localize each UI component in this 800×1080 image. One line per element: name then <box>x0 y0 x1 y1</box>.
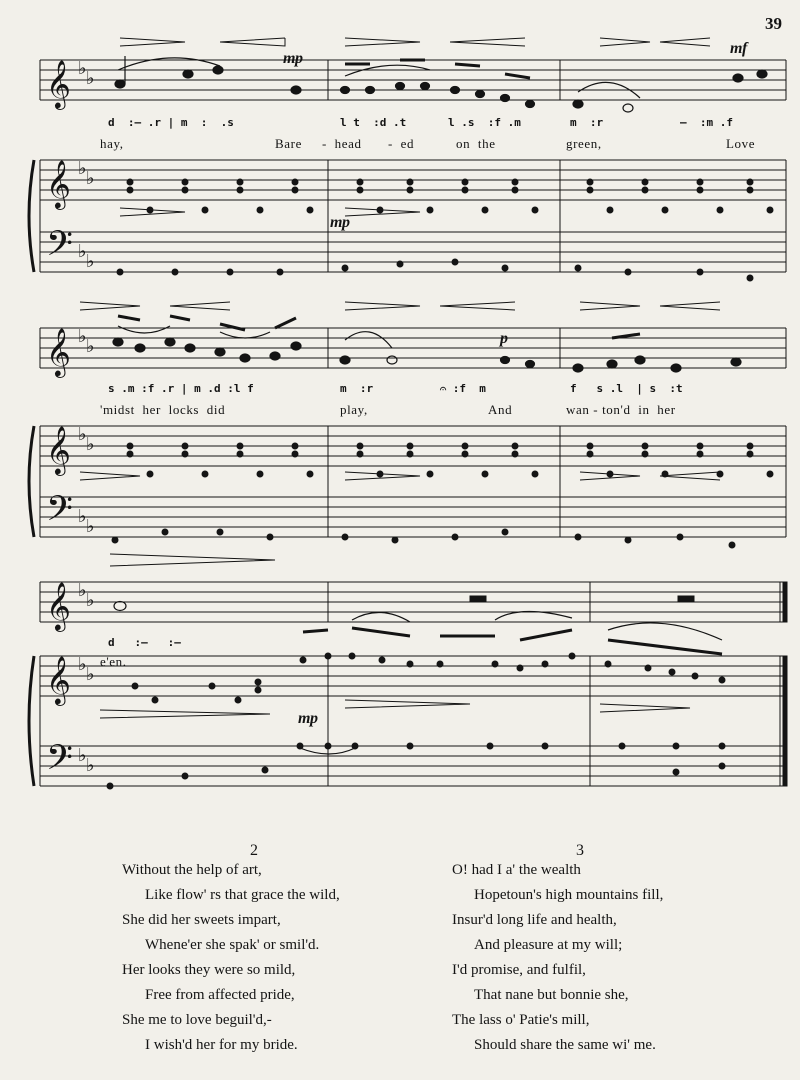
svg-text:𝄞: 𝄞 <box>46 655 71 704</box>
lyric-s1-4: - ed <box>388 136 415 151</box>
lyric-s1-1: hay, <box>100 136 124 151</box>
svg-text:♭: ♭ <box>86 434 95 455</box>
lyric-s2-3: And <box>488 402 513 417</box>
svg-text:♭: ♭ <box>86 755 95 776</box>
verse-number-2: 2 <box>250 842 258 859</box>
svg-text:𝄢: 𝄢 <box>46 737 74 786</box>
svg-text:𝄞: 𝄞 <box>46 327 71 376</box>
dynamic-mp-2: mp <box>330 214 350 231</box>
svg-text:♭: ♭ <box>78 654 87 675</box>
svg-text:𝄞: 𝄞 <box>46 159 71 208</box>
solfa-s1-b: l t :d .t <box>340 116 407 129</box>
solfa-s1-d: m :r <box>570 116 604 129</box>
svg-text:𝄞: 𝄞 <box>46 581 71 630</box>
svg-text:♭: ♭ <box>86 168 95 189</box>
svg-text:♭: ♭ <box>86 516 95 537</box>
svg-text:♭: ♭ <box>78 580 87 601</box>
svg-text:♭: ♭ <box>78 158 87 179</box>
solfa-s1-e: — :m .f <box>680 116 733 129</box>
solfa-s2-b: m :r <box>340 382 374 395</box>
svg-text:♭: ♭ <box>78 745 87 766</box>
lyric-s2-1: 'midst her locks did <box>100 402 226 417</box>
svg-text:♭: ♭ <box>78 58 87 79</box>
solfa-s2-d: f s .l | s :t <box>570 382 683 395</box>
verse-3-line-5: I'd promise, and fulfil, <box>452 962 586 978</box>
verse-3-line-8: Should share the same wi' me. <box>474 1037 656 1053</box>
system-2-staves <box>40 302 786 537</box>
verse-2-line-7: She me to love beguil'd,- <box>122 1012 272 1028</box>
verse-3-line-3: Insur'd long life and health, <box>452 912 617 928</box>
lyric-s2-4: wan - ton'd in her <box>566 402 676 417</box>
lyric-s2-2: play, <box>340 402 368 417</box>
verse-2-line-8: I wish'd her for my bride. <box>145 1037 298 1053</box>
lyric-s1-6: green, <box>566 136 602 151</box>
svg-text:𝄢: 𝄢 <box>46 223 74 272</box>
svg-text:♭: ♭ <box>86 336 95 357</box>
verse-3-line-6: That nane but bonnie she, <box>474 987 629 1003</box>
verse-3-line-1: O! had I a' the wealth <box>452 862 581 878</box>
page-number: 39 <box>765 14 782 33</box>
solfa-s1-a: d :— .r | m : .s <box>108 116 234 129</box>
verse-2-line-5: Her looks they were so mild, <box>122 962 296 978</box>
verse-3-line-7: The lass o' Patie's mill, <box>452 1012 590 1028</box>
lyric-s1-7: Love <box>726 136 756 151</box>
solfa-s2-c: 𝄐 :f m <box>440 382 486 395</box>
verse-2-line-6: Free from affected pride, <box>145 987 295 1003</box>
svg-text:𝄢: 𝄢 <box>46 488 74 537</box>
verse-2-line-4: Whene'er she spak' or smil'd. <box>145 937 320 953</box>
verse-2-line-2: Like flow' rs that grace the wild, <box>145 887 340 903</box>
verse-number-3: 3 <box>576 842 584 859</box>
svg-text:♭: ♭ <box>86 664 95 685</box>
verse-2-line-1: Without the help of art, <box>122 862 262 878</box>
solfa-s3-a: d :— :— <box>108 636 181 649</box>
svg-text:♭: ♭ <box>86 590 95 611</box>
dynamic-p-1: p <box>500 330 508 347</box>
lyric-s1-3: - head <box>322 136 362 151</box>
svg-text:♭: ♭ <box>86 68 95 89</box>
verse-2-line-3: She did her sweets impart, <box>122 912 281 928</box>
solfa-s1-c: l .s :f .m <box>448 116 521 129</box>
lyric-s1-2: Bare <box>275 136 302 151</box>
svg-text:♭: ♭ <box>78 424 87 445</box>
lyric-s3-1: e'en. <box>100 654 127 669</box>
svg-text:𝄞: 𝄞 <box>46 59 71 108</box>
system-1-staves <box>40 38 786 272</box>
verse-3-line-2: Hopetoun's high mountains fill, <box>474 887 664 903</box>
svg-text:♭: ♭ <box>78 241 87 262</box>
svg-text:♭: ♭ <box>86 251 95 272</box>
dynamic-mp-1: mp <box>283 50 303 67</box>
svg-text:𝄞: 𝄞 <box>46 425 71 474</box>
svg-text:♭: ♭ <box>78 506 87 527</box>
solfa-s2-a: s .m :f .r | m .d :l f <box>108 382 254 395</box>
svg-text:♭: ♭ <box>78 326 87 347</box>
dynamic-mp-3: mp <box>298 710 318 727</box>
verse-3-line-4: And pleasure at my will; <box>474 937 623 953</box>
dynamic-mf-1: mf <box>730 40 747 57</box>
lyric-s1-5: on the <box>456 136 496 151</box>
